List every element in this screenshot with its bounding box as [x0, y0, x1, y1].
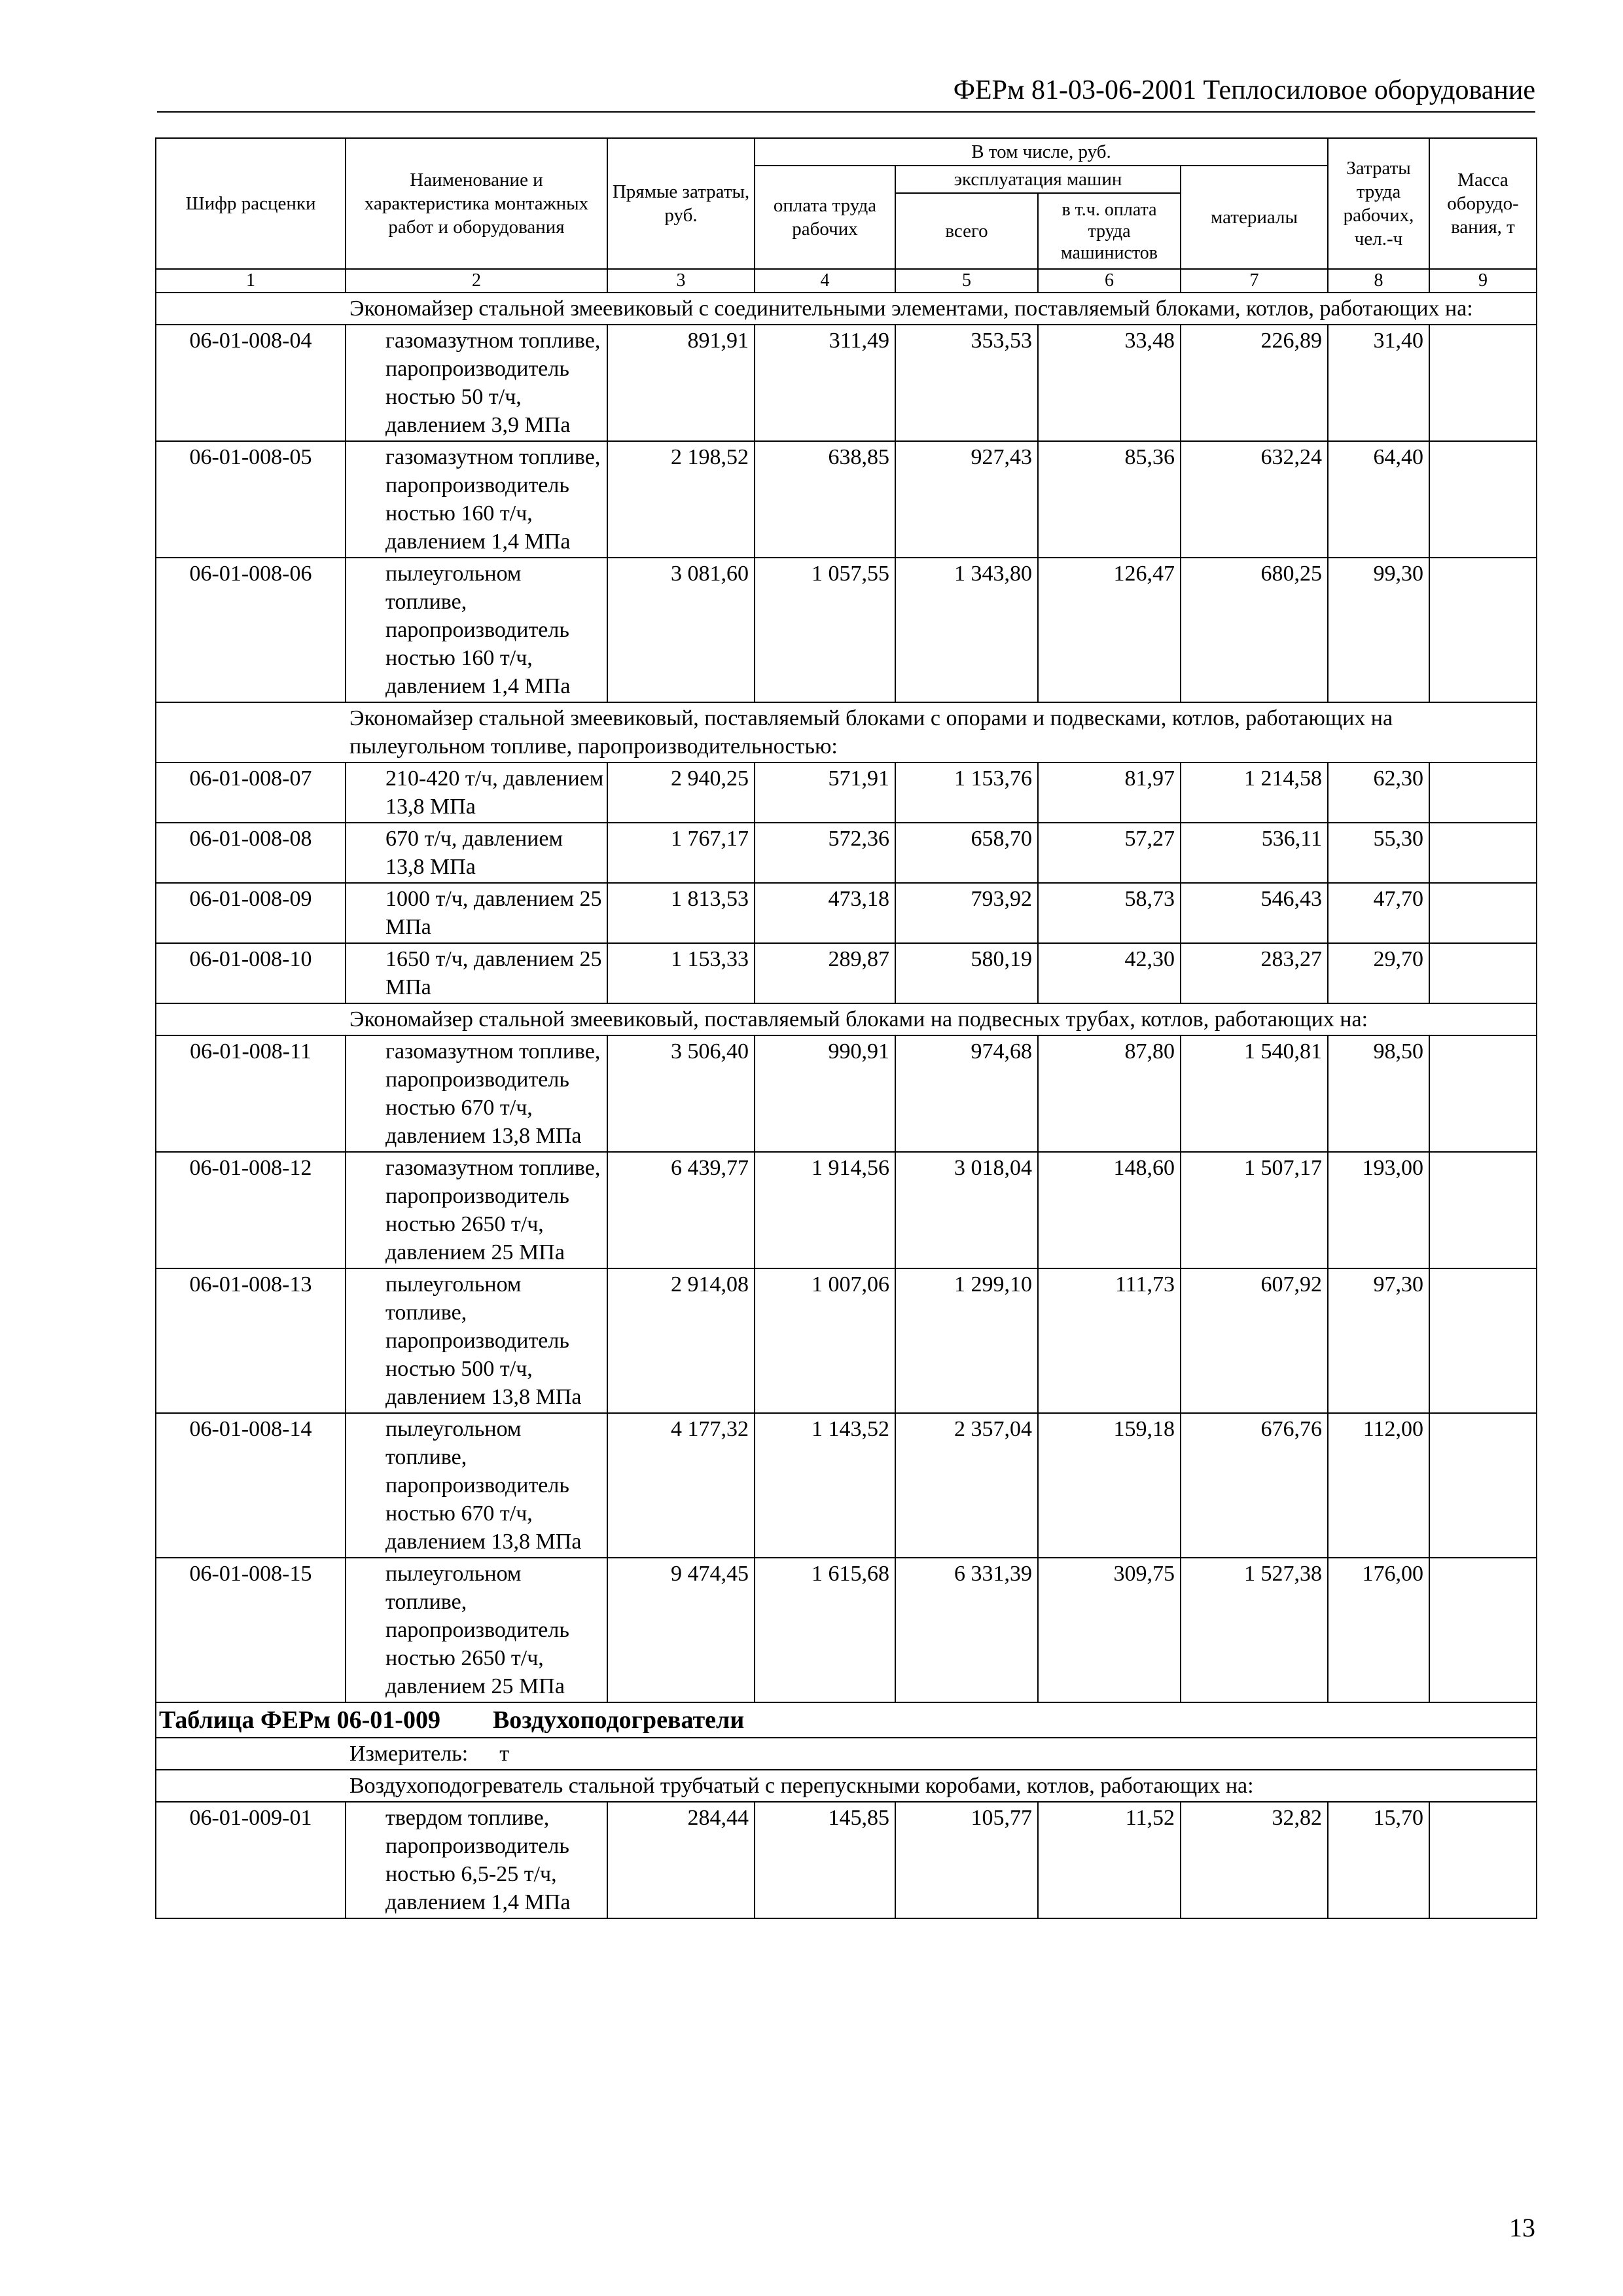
table-row — [156, 1268, 1537, 1413]
direct-cost: 4 177,32 — [607, 1413, 755, 1558]
equipment-mass — [1429, 762, 1537, 823]
machinist-wages: 57,27 — [1038, 823, 1181, 883]
direct-cost: 2 198,52 — [607, 441, 755, 558]
equipment-mass — [1429, 1802, 1537, 1918]
machinist-wages: 11,52 — [1038, 1802, 1181, 1918]
machinist-wages: 87,80 — [1038, 1035, 1181, 1152]
table-2-title-row — [156, 1702, 1537, 1738]
table-row — [156, 1802, 1537, 1918]
equipment-mass — [1429, 1268, 1537, 1413]
materials-cost: 32,82 — [1181, 1802, 1328, 1918]
col-head-mach-wages: в т.ч. оплата труда машинистов — [1038, 193, 1181, 269]
worker-wages: 638,85 — [755, 441, 895, 558]
table-2-title: Воздухоподогреватели — [492, 1706, 745, 1734]
col-head-labor: Затраты труда рабочих, чел.-ч — [1328, 138, 1429, 269]
machines-total: 105,77 — [895, 1802, 1038, 1918]
materials-cost: 676,76 — [1181, 1413, 1328, 1558]
materials-cost: 632,24 — [1181, 441, 1328, 558]
table-row — [156, 1152, 1537, 1268]
rate-code: 06-01-008-11 — [156, 1035, 346, 1152]
equipment-mass — [1429, 441, 1537, 558]
equipment-mass — [1429, 943, 1537, 1003]
header-row-1 — [156, 138, 1537, 166]
equipment-mass — [1429, 883, 1537, 943]
col-head-direct: Прямые затраты, руб. — [607, 138, 755, 269]
equipment-mass — [1429, 1413, 1537, 1558]
column-numbers-row — [156, 269, 1537, 293]
col-num: 7 — [1181, 269, 1328, 293]
machinist-wages: 81,97 — [1038, 762, 1181, 823]
labor-hours: 31,40 — [1328, 325, 1429, 441]
work-name: 1000 т/ч, давлением 25 МПа — [346, 883, 607, 943]
labor-hours: 176,00 — [1328, 1558, 1429, 1702]
machinist-wages: 58,73 — [1038, 883, 1181, 943]
table-2-label: Таблица ФЕРм 06-01-009 — [159, 1706, 440, 1734]
equipment-mass — [1429, 325, 1537, 441]
worker-wages: 1 057,55 — [755, 558, 895, 702]
col-head-incl: В том числе, руб. — [755, 138, 1328, 166]
direct-cost: 284,44 — [607, 1802, 755, 1918]
direct-cost: 1 767,17 — [607, 823, 755, 883]
table-row — [156, 558, 1537, 702]
table-row — [156, 1035, 1537, 1152]
direct-cost: 6 439,77 — [607, 1152, 755, 1268]
materials-cost: 1 540,81 — [1181, 1035, 1328, 1152]
machines-total: 353,53 — [895, 325, 1038, 441]
col-num: 5 — [895, 269, 1038, 293]
direct-cost: 2 914,08 — [607, 1268, 755, 1413]
col-head-mach-total: всего — [895, 193, 1038, 269]
section-air-heater — [156, 1770, 1537, 1918]
machinist-wages: 42,30 — [1038, 943, 1181, 1003]
labor-hours: 99,30 — [1328, 558, 1429, 702]
rate-code: 06-01-008-10 — [156, 943, 346, 1003]
col-head-name: Наименование и характеристика монтажных работ и оборудования — [346, 138, 607, 269]
materials-cost: 1 507,17 — [1181, 1152, 1328, 1268]
worker-wages: 1 914,56 — [755, 1152, 895, 1268]
col-num: 6 — [1038, 269, 1181, 293]
direct-cost: 2 940,25 — [607, 762, 755, 823]
col-num: 1 — [156, 269, 346, 293]
machines-total: 580,19 — [895, 943, 1038, 1003]
equipment-mass — [1429, 558, 1537, 702]
machinist-wages: 309,75 — [1038, 1558, 1181, 1702]
work-name: газомазутном топливе, паропроизводитель ностью 670 т/ч, давлением 13,8 МПа — [346, 1035, 607, 1152]
table-row — [156, 325, 1537, 441]
equipment-mass — [1429, 1558, 1537, 1702]
direct-cost: 9 474,45 — [607, 1558, 755, 1702]
materials-cost: 1 214,58 — [1181, 762, 1328, 823]
machines-total: 3 018,04 — [895, 1152, 1038, 1268]
materials-cost: 546,43 — [1181, 883, 1328, 943]
machinist-wages: 159,18 — [1038, 1413, 1181, 1558]
section-economizer-1 — [156, 293, 1537, 702]
col-head-materials: материалы — [1181, 166, 1328, 269]
col-head-machines: эксплуатация машин — [895, 166, 1181, 193]
work-name: твердом топливе, паропроизводитель ностью 6,5-25 т/ч, давлением 1,4 МПа — [346, 1802, 607, 1918]
rate-code: 06-01-008-14 — [156, 1413, 346, 1558]
worker-wages: 1 007,06 — [755, 1268, 895, 1413]
labor-hours: 193,00 — [1328, 1152, 1429, 1268]
equipment-mass — [1429, 1152, 1537, 1268]
table-2-measure-cell — [156, 1738, 1537, 1770]
table-2-title-cell — [156, 1702, 1537, 1738]
col-num: 9 — [1429, 269, 1537, 293]
labor-hours: 64,40 — [1328, 441, 1429, 558]
col-head-mass: Масса оборудо-вания, т — [1429, 138, 1537, 269]
rate-code: 06-01-008-09 — [156, 883, 346, 943]
table-2-measure-row — [156, 1738, 1537, 1770]
work-name: пылеугольном топливе, паропроизводитель ностью 500 т/ч, давлением 13,8 МПа — [346, 1268, 607, 1413]
page-header: ФЕРм 81-03-06-2001 Теплосиловое оборудование — [157, 73, 1535, 113]
machinist-wages: 33,48 — [1038, 325, 1181, 441]
materials-cost: 680,25 — [1181, 558, 1328, 702]
direct-cost: 891,91 — [607, 325, 755, 441]
work-name: пылеугольном топливе, паропроизводитель ностью 160 т/ч, давлением 1,4 МПа — [346, 558, 607, 702]
rate-code: 06-01-008-06 — [156, 558, 346, 702]
machines-total: 974,68 — [895, 1035, 1038, 1152]
work-name: 210-420 т/ч, давлением 13,8 МПа — [346, 762, 607, 823]
rate-code: 06-01-008-15 — [156, 1558, 346, 1702]
table-row — [156, 1413, 1537, 1558]
group-heading: Экономайзер стальной змеевиковый, поставляемый блоками на подвесных трубах, котлов, работающих на: — [156, 1003, 1537, 1035]
machinist-wages: 148,60 — [1038, 1152, 1181, 1268]
direct-cost: 1 153,33 — [607, 943, 755, 1003]
worker-wages: 473,18 — [755, 883, 895, 943]
col-num: 3 — [607, 269, 755, 293]
worker-wages: 990,91 — [755, 1035, 895, 1152]
worker-wages: 571,91 — [755, 762, 895, 823]
labor-hours: 47,70 — [1328, 883, 1429, 943]
table-row — [156, 823, 1537, 883]
work-name: 1650 т/ч, давлением 25 МПа — [346, 943, 607, 1003]
worker-wages: 1 615,68 — [755, 1558, 895, 1702]
machines-total: 2 357,04 — [895, 1413, 1038, 1558]
labor-hours: 97,30 — [1328, 1268, 1429, 1413]
group-heading: Воздухоподогреватель стальной трубчатый с перепускными коробами, котлов, работающих на: — [156, 1770, 1537, 1802]
section-economizer-3 — [156, 1003, 1537, 1702]
col-head-code: Шифр расценки — [156, 138, 346, 269]
measure-label: Измеритель: — [349, 1742, 469, 1766]
rate-code: 06-01-008-04 — [156, 325, 346, 441]
rate-code: 06-01-009-01 — [156, 1802, 346, 1918]
work-name: газомазутном топливе, паропроизводитель ностью 50 т/ч, давлением 3,9 МПа — [346, 325, 607, 441]
equipment-mass — [1429, 1035, 1537, 1152]
measure-unit: т — [499, 1742, 510, 1766]
labor-hours: 98,50 — [1328, 1035, 1429, 1152]
price-table — [155, 137, 1537, 1919]
materials-cost: 226,89 — [1181, 325, 1328, 441]
machines-total: 1 299,10 — [895, 1268, 1038, 1413]
group-heading-row — [156, 702, 1537, 762]
machines-total: 658,70 — [895, 823, 1038, 883]
machinist-wages: 126,47 — [1038, 558, 1181, 702]
rate-code: 06-01-008-05 — [156, 441, 346, 558]
rate-code: 06-01-008-13 — [156, 1268, 346, 1413]
direct-cost: 3 506,40 — [607, 1035, 755, 1152]
table-row — [156, 441, 1537, 558]
col-num: 2 — [346, 269, 607, 293]
machines-total: 1 343,80 — [895, 558, 1038, 702]
labor-hours: 112,00 — [1328, 1413, 1429, 1558]
labor-hours: 62,30 — [1328, 762, 1429, 823]
worker-wages: 572,36 — [755, 823, 895, 883]
materials-cost: 283,27 — [1181, 943, 1328, 1003]
work-name: пылеугольном топливе, паропроизводитель ностью 670 т/ч, давлением 13,8 МПа — [346, 1413, 607, 1558]
group-heading-row — [156, 1003, 1537, 1035]
work-name: газомазутном топливе, паропроизводитель ностью 2650 т/ч, давлением 25 МПа — [346, 1152, 607, 1268]
machinist-wages: 111,73 — [1038, 1268, 1181, 1413]
work-name: 670 т/ч, давлением 13,8 МПа — [346, 823, 607, 883]
labor-hours: 29,70 — [1328, 943, 1429, 1003]
table-2-heading — [156, 1702, 1537, 1770]
materials-cost: 536,11 — [1181, 823, 1328, 883]
section-economizer-2 — [156, 702, 1537, 1003]
group-heading-row — [156, 1770, 1537, 1802]
col-num: 8 — [1328, 269, 1429, 293]
machines-total: 6 331,39 — [895, 1558, 1038, 1702]
materials-cost: 607,92 — [1181, 1268, 1328, 1413]
worker-wages: 145,85 — [755, 1802, 895, 1918]
machinist-wages: 85,36 — [1038, 441, 1181, 558]
rate-code: 06-01-008-07 — [156, 762, 346, 823]
page-number: 13 — [1509, 2213, 1535, 2242]
rate-code: 06-01-008-12 — [156, 1152, 346, 1268]
table-row — [156, 762, 1537, 823]
labor-hours: 55,30 — [1328, 823, 1429, 883]
direct-cost: 1 813,53 — [607, 883, 755, 943]
col-head-wages: оплата труда рабочих — [755, 166, 895, 269]
worker-wages: 1 143,52 — [755, 1413, 895, 1558]
rate-code: 06-01-008-08 — [156, 823, 346, 883]
group-heading: Экономайзер стальной змеевиковый с соединительными элементами, поставляемый блоками, котлов, работающих на: — [156, 293, 1537, 325]
direct-cost: 3 081,60 — [607, 558, 755, 702]
machines-total: 1 153,76 — [895, 762, 1038, 823]
group-heading: Экономайзер стальной змеевиковый, поставляемый блоками с опорами и подвесками, котлов, работающих на пылеугольном топливе, паропроизводительностью: — [156, 702, 1537, 762]
work-name: пылеугольном топливе, паропроизводитель ностью 2650 т/ч, давлением 25 МПа — [346, 1558, 607, 1702]
group-heading-row — [156, 293, 1537, 325]
equipment-mass — [1429, 823, 1537, 883]
table-row — [156, 943, 1537, 1003]
labor-hours: 15,70 — [1328, 1802, 1429, 1918]
col-num: 4 — [755, 269, 895, 293]
work-name: газомазутном топливе, паропроизводитель ностью 160 т/ч, давлением 1,4 МПа — [346, 441, 607, 558]
materials-cost: 1 527,38 — [1181, 1558, 1328, 1702]
table-row — [156, 1558, 1537, 1702]
worker-wages: 311,49 — [755, 325, 895, 441]
table-row — [156, 883, 1537, 943]
machines-total: 793,92 — [895, 883, 1038, 943]
worker-wages: 289,87 — [755, 943, 895, 1003]
machines-total: 927,43 — [895, 441, 1038, 558]
